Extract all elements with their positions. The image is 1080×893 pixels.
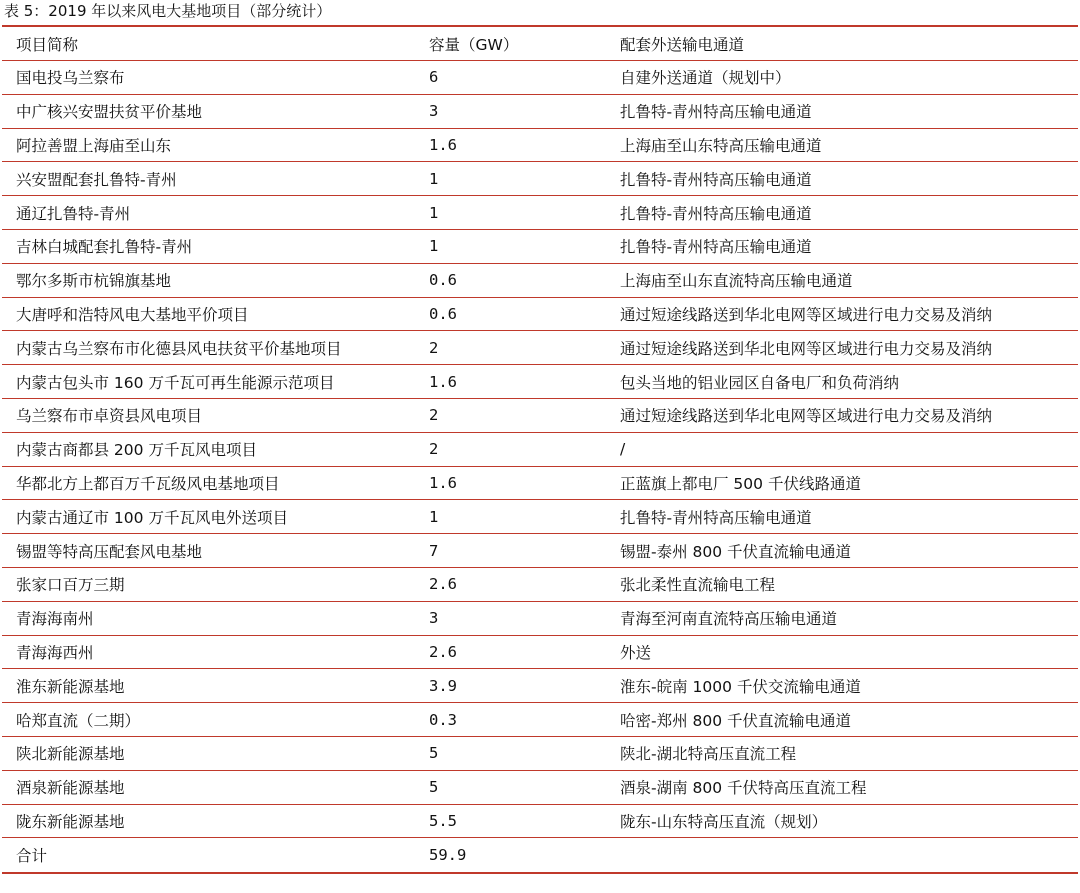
table-row — [2, 162, 1078, 196]
cell-capacity: 1.6 — [429, 135, 457, 154]
cell-project-name: 张家口百万三期 — [16, 576, 125, 595]
table-row — [2, 365, 1078, 399]
cell-project-name: 内蒙古通辽市 100 万千瓦风电外送项目 — [16, 508, 288, 527]
wind-base-projects-table — [2, 25, 1078, 874]
cell-transmission-channel: 包头当地的铝业园区自备电厂和负荷消纳 — [620, 373, 900, 392]
cell-project-name: 乌兰察布市卓资县风电项目 — [16, 407, 203, 426]
cell-project-name: 吉林白城配套扎鲁特-青州 — [16, 238, 193, 257]
cell-transmission-channel: 扎鲁特-青州特高压输电通道 — [620, 508, 812, 527]
cell-transmission-channel: 通过短途线路送到华北电网等区域进行电力交易及消纳 — [620, 339, 993, 358]
cell-project-name: 酒泉新能源基地 — [16, 779, 125, 798]
cell-capacity: 2 — [429, 406, 439, 425]
table-header-row — [2, 27, 1078, 61]
cell-transmission-channel: 上海庙至山东特高压输电通道 — [620, 136, 822, 155]
cell-transmission-channel: 张北柔性直流输电工程 — [620, 576, 776, 595]
cell-capacity: 3.9 — [429, 676, 457, 695]
cell-transmission-channel: 扎鲁特-青州特高压输电通道 — [620, 103, 812, 122]
cell-capacity: 59.9 — [429, 846, 467, 865]
cell-capacity: 1 — [429, 203, 439, 222]
cell-capacity: 1 — [429, 169, 439, 188]
cell-capacity: 1 — [429, 237, 439, 256]
cell-project-name: 鄂尔多斯市杭锦旗基地 — [16, 272, 172, 291]
cell-project-name: 青海海西州 — [16, 643, 94, 662]
cell-capacity: 0.6 — [429, 271, 457, 290]
cell-capacity: 2 — [429, 338, 439, 357]
table-row — [2, 703, 1078, 737]
cell-capacity: 3 — [429, 102, 439, 121]
cell-transmission-channel: 正蓝旗上都电厂 500 千伏线路通道 — [620, 474, 861, 493]
cell-transmission-channel: 青海至河南直流特高压输电通道 — [620, 610, 838, 629]
cell-transmission-channel: 上海庙至山东直流特高压输电通道 — [620, 272, 853, 291]
cell-transmission-channel: 扎鲁特-青州特高压输电通道 — [620, 170, 812, 189]
table-row — [2, 399, 1078, 433]
table-caption: 表 5：2019 年以来风电大基地项目（部分统计） — [4, 2, 332, 20]
cell-transmission-channel: 哈密-郑州 800 千伏直流输电通道 — [620, 711, 852, 730]
table-row — [2, 129, 1078, 163]
header-project-name: 项目简称 — [16, 35, 79, 54]
cell-project-name: 淮东新能源基地 — [16, 677, 125, 696]
table-row — [2, 737, 1078, 771]
cell-transmission-channel: 陕北-湖北特高压直流工程 — [620, 745, 797, 764]
header-transmission-channel: 配套外送输电通道 — [620, 35, 745, 54]
table-row — [2, 602, 1078, 636]
table-row — [2, 298, 1078, 332]
cell-transmission-channel: 酒泉-湖南 800 千伏特高压直流工程 — [620, 779, 867, 798]
table-row — [2, 534, 1078, 568]
cell-transmission-channel: 自建外送通道（规划中） — [620, 69, 791, 88]
table-row — [2, 196, 1078, 230]
table-row — [2, 467, 1078, 501]
table-row — [2, 500, 1078, 534]
table-row — [2, 331, 1078, 365]
cell-transmission-channel: 扎鲁特-青州特高压输电通道 — [620, 204, 812, 223]
cell-project-name: 中广核兴安盟扶贫平价基地 — [16, 103, 203, 122]
table-row — [2, 230, 1078, 264]
cell-capacity: 5 — [429, 778, 439, 797]
table-row — [2, 669, 1078, 703]
cell-project-name: 合计 — [16, 847, 48, 866]
cell-project-name: 陕北新能源基地 — [16, 745, 125, 764]
cell-project-name: 内蒙古包头市 160 万千瓦可再生能源示范项目 — [16, 373, 335, 392]
cell-project-name: 大唐呼和浩特风电大基地平价项目 — [16, 305, 249, 324]
cell-project-name: 陇东新能源基地 — [16, 812, 125, 831]
cell-transmission-channel: 外送 — [620, 643, 652, 662]
cell-transmission-channel: 扎鲁特-青州特高压输电通道 — [620, 238, 812, 257]
cell-capacity: 1 — [429, 507, 439, 526]
cell-capacity: 5.5 — [429, 811, 457, 830]
cell-project-name: 华都北方上都百万千瓦级风电基地项目 — [16, 474, 280, 493]
cell-transmission-channel: / — [620, 440, 626, 459]
table-row — [2, 771, 1078, 805]
table-row — [2, 433, 1078, 467]
cell-transmission-channel: 通过短途线路送到华北电网等区域进行电力交易及消纳 — [620, 305, 993, 324]
cell-capacity: 2.6 — [429, 642, 457, 661]
cell-capacity: 2.6 — [429, 575, 457, 594]
cell-project-name: 内蒙古乌兰察布市化德县风电扶贫平价基地项目 — [16, 339, 342, 358]
cell-transmission-channel: 通过短途线路送到华北电网等区域进行电力交易及消纳 — [620, 407, 993, 426]
cell-capacity: 0.6 — [429, 304, 457, 323]
table-row — [2, 61, 1078, 95]
cell-project-name: 哈郑直流（二期） — [16, 711, 141, 730]
cell-capacity: 3 — [429, 609, 439, 628]
cell-project-name: 阿拉善盟上海庙至山东 — [16, 136, 172, 155]
cell-project-name: 国电投乌兰察布 — [16, 69, 125, 88]
header-capacity: 容量（GW） — [429, 35, 519, 54]
cell-transmission-channel: 锡盟-泰州 800 千伏直流输电通道 — [620, 542, 852, 561]
table-row — [2, 636, 1078, 670]
cell-project-name: 青海海南州 — [16, 610, 94, 629]
cell-capacity: 1.6 — [429, 473, 457, 492]
cell-project-name: 兴安盟配套扎鲁特-青州 — [16, 170, 177, 189]
cell-capacity: 6 — [429, 68, 439, 87]
cell-capacity: 1.6 — [429, 372, 457, 391]
cell-capacity: 2 — [429, 440, 439, 459]
cell-capacity: 0.3 — [429, 710, 457, 729]
cell-capacity: 7 — [429, 541, 439, 560]
cell-project-name: 内蒙古商都县 200 万千瓦风电项目 — [16, 441, 257, 460]
cell-project-name: 锡盟等特高压配套风电基地 — [16, 542, 203, 561]
table-total-row — [2, 838, 1078, 872]
cell-capacity: 5 — [429, 744, 439, 763]
table-row — [2, 568, 1078, 602]
table-row — [2, 805, 1078, 839]
cell-transmission-channel: 淮东-皖南 1000 千伏交流输电通道 — [620, 677, 861, 696]
cell-transmission-channel: 陇东-山东特高压直流（规划） — [620, 812, 828, 831]
table-row — [2, 264, 1078, 298]
cell-project-name: 通辽扎鲁特-青州 — [16, 204, 131, 223]
table-row — [2, 95, 1078, 129]
